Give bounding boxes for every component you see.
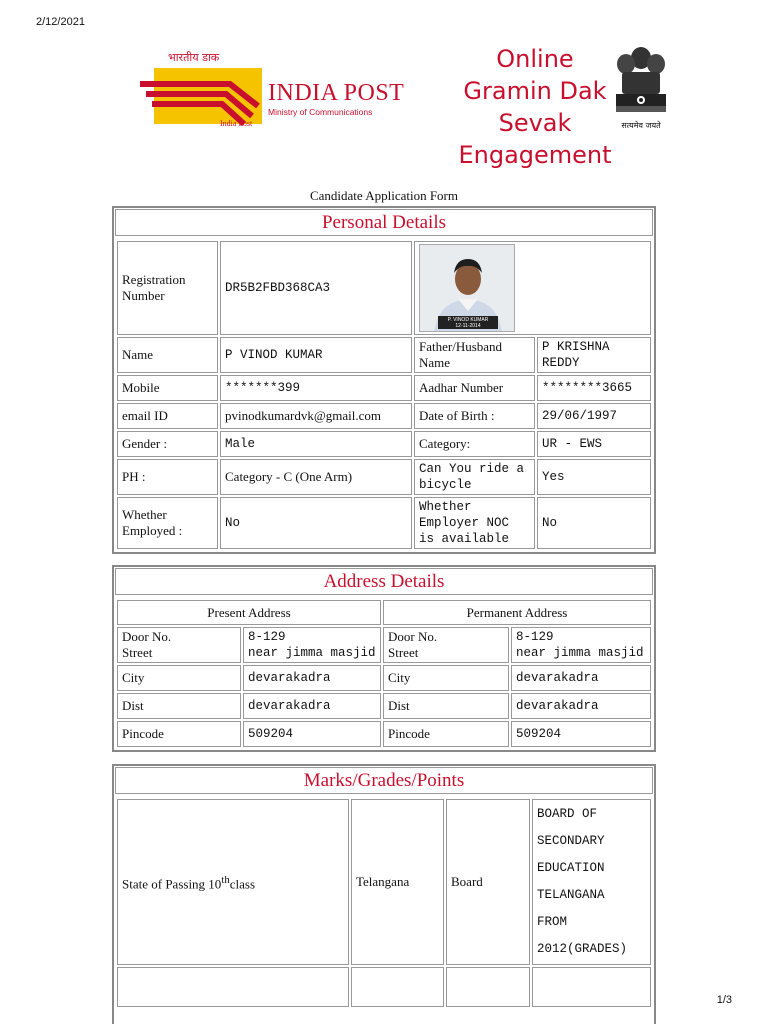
permanent-pincode: 509204: [511, 721, 651, 747]
headline-line: Engagement: [458, 141, 612, 169]
city-label: City: [383, 665, 509, 691]
marks-table: [115, 797, 653, 1009]
door-street-label: [117, 627, 241, 663]
state-of-passing-label: [117, 799, 349, 965]
logo-sub-text: India Post: [220, 119, 253, 128]
state-of-passing-value: Telangana: [351, 799, 444, 965]
permanent-dist: devarakadra: [511, 693, 651, 719]
door-label: Door No.: [122, 629, 172, 644]
present-door: 8-129: [248, 630, 286, 644]
address-details-title: Address Details: [115, 568, 653, 595]
candidate-photo: [419, 244, 515, 332]
board-line: FROM: [537, 915, 568, 929]
noc-label: Whether Employer NOC is available: [414, 497, 535, 549]
door-label: Door No.: [388, 629, 438, 644]
empty-cell: [117, 967, 349, 1007]
table-row: [117, 693, 651, 719]
personal-details-table: [115, 239, 653, 551]
marks-panel: [112, 764, 656, 1024]
photo-cell: [414, 241, 651, 335]
logo-brand-text: INDIA POST: [268, 80, 405, 106]
logo-hindi-text: भारतीय डाक: [168, 51, 220, 64]
photo-caption-name: P. VINOD KUMAR: [447, 317, 489, 323]
father-label: Father/Husband Name: [414, 337, 535, 373]
india-post-logo: [140, 44, 460, 134]
table-row: [117, 721, 651, 747]
table-row: [117, 403, 651, 429]
table-row: [117, 241, 651, 335]
board-line: EDUCATION: [537, 861, 605, 875]
table-row: [117, 665, 651, 691]
street-label: Street: [388, 645, 419, 660]
state-label-prefix: State of Passing 10: [122, 876, 222, 892]
present-city: devarakadra: [243, 665, 381, 691]
bicycle-label: Can You ride a bicycle: [414, 459, 535, 495]
empty-cell: [351, 967, 444, 1007]
category-label: Category:: [414, 431, 535, 457]
headline-line: Online: [496, 45, 574, 73]
headline-line: Gramin Dak: [463, 77, 607, 105]
board-label: Board: [446, 799, 530, 965]
board-line: SECONDARY: [537, 834, 605, 848]
gender-value: Male: [220, 431, 412, 457]
board-line: 2012(GRADES): [537, 942, 628, 956]
page-headline: [455, 43, 615, 171]
india-post-emblem-icon: [140, 58, 264, 128]
table-row: [117, 497, 651, 549]
table-row: [117, 337, 651, 373]
table-row: [117, 431, 651, 457]
ph-value: Category - C (One Arm): [220, 459, 412, 495]
lion-capital-icon: [608, 42, 674, 120]
board-line: TELANGANA: [537, 888, 605, 902]
door-street-label: [383, 627, 509, 663]
bicycle-value: Yes: [537, 459, 651, 495]
aadhar-value: ********3665: [537, 375, 651, 401]
headline-line: Sevak: [498, 109, 572, 137]
permanent-door: 8-129: [516, 630, 554, 644]
street-label: Street: [122, 645, 153, 660]
address-details-table: [115, 598, 653, 749]
noc-value: No: [537, 497, 651, 549]
marks-title: Marks/Grades/Points: [115, 767, 653, 794]
permanent-city: devarakadra: [511, 665, 651, 691]
table-row: [117, 799, 651, 965]
present-address-header: Present Address: [117, 600, 381, 625]
name-label: Name: [117, 337, 218, 373]
employed-label: Whether Employed :: [117, 497, 218, 549]
aadhar-label: Aadhar Number: [414, 375, 535, 401]
permanent-street: near jimma masjid: [516, 646, 644, 660]
dist-label: Dist: [383, 693, 509, 719]
emblem-motto: सत्यमेव जयते: [621, 121, 661, 130]
present-dist: devarakadra: [243, 693, 381, 719]
father-value: P KRISHNA REDDY: [537, 337, 651, 373]
address-details-panel: [112, 565, 656, 752]
email-value: pvinodkumardvk@gmail.com: [220, 403, 412, 429]
board-value: [532, 799, 651, 965]
present-street: near jimma masjid: [248, 646, 376, 660]
page-number: 1/3: [716, 994, 732, 1006]
permanent-address-header: Permanent Address: [383, 600, 651, 625]
print-date: 2/12/2021: [36, 16, 85, 28]
board-line: BOARD OF: [537, 807, 598, 821]
photo-name-plate: [438, 316, 498, 329]
national-emblem: [608, 42, 674, 134]
permanent-door-street: [511, 627, 651, 663]
email-label: email ID: [117, 403, 218, 429]
table-row: [117, 600, 651, 625]
employed-value: No: [220, 497, 412, 549]
personal-details-panel: [112, 206, 656, 554]
dob-label: Date of Birth :: [414, 403, 535, 429]
table-row: [117, 375, 651, 401]
present-door-street: [243, 627, 381, 663]
state-label-suffix: class: [229, 876, 256, 892]
dob-value: 29/06/1997: [537, 403, 651, 429]
table-row: [117, 459, 651, 495]
personal-details-title: Personal Details: [115, 209, 653, 236]
ph-label: PH :: [117, 459, 218, 495]
logo-ministry-text: Ministry of Communications: [268, 107, 373, 117]
gender-label: Gender :: [117, 431, 218, 457]
empty-cell: [446, 967, 530, 1007]
city-label: City: [117, 665, 241, 691]
form-caption: Candidate Application Form: [309, 188, 459, 203]
category-value: UR - EWS: [537, 431, 651, 457]
registration-value: DR5B2FBD368CA3: [220, 241, 412, 335]
state-label-sup: th: [221, 873, 230, 886]
pincode-label: Pincode: [117, 721, 241, 747]
dist-label: Dist: [117, 693, 241, 719]
table-row: [117, 627, 651, 663]
mobile-label: Mobile: [117, 375, 218, 401]
table-row: [117, 967, 651, 1007]
empty-cell: [532, 967, 651, 1007]
pincode-label: Pincode: [383, 721, 509, 747]
mobile-value: *******399: [220, 375, 412, 401]
registration-label: Registration Number: [117, 241, 218, 335]
photo-caption-date: 12-11-2014: [455, 323, 481, 329]
present-pincode: 509204: [243, 721, 381, 747]
name-value: P VINOD KUMAR: [220, 337, 412, 373]
